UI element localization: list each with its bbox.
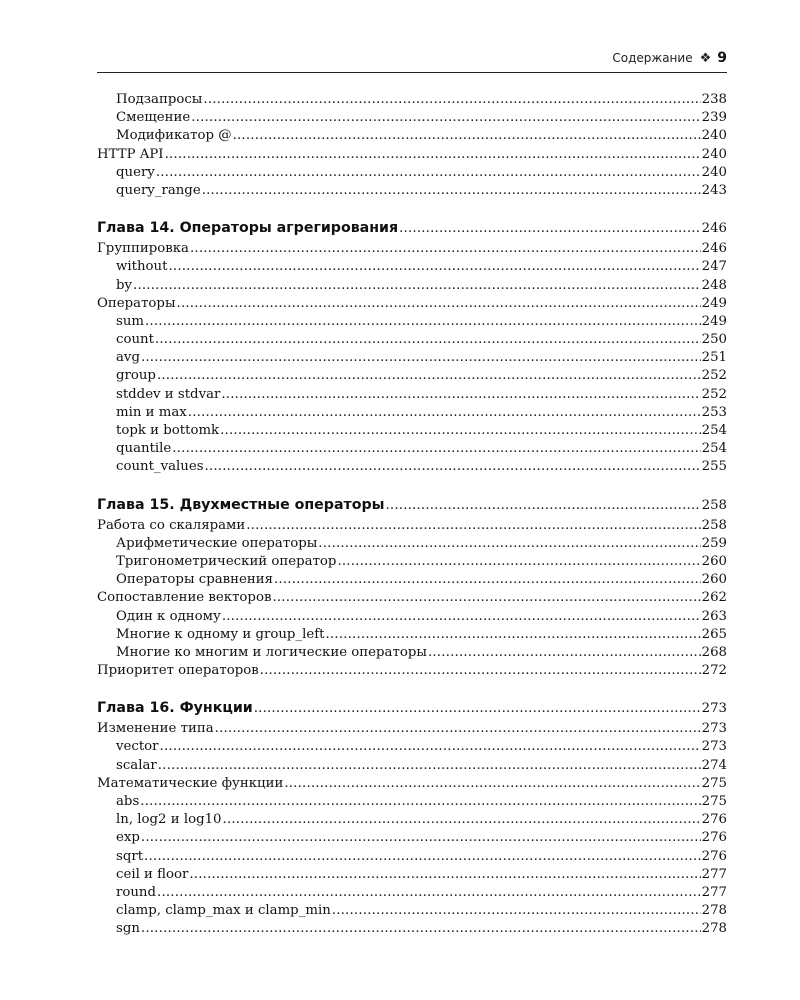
toc-entry-page: 251 [701, 350, 727, 366]
toc-entry-title: ceil и floor [116, 866, 189, 882]
dot-leader [260, 662, 701, 680]
dot-leader [272, 589, 700, 607]
dot-leader [222, 608, 701, 626]
toc-entry-title: Математические функции [97, 775, 284, 791]
dot-leader [189, 866, 700, 884]
toc-entry [97, 829, 727, 847]
dot-leader [399, 219, 701, 239]
toc-entry-title: Глава 15. Двухместные операторы [97, 496, 385, 513]
toc-entry-page: 252 [701, 386, 727, 402]
toc-entry-page: 262 [701, 590, 727, 606]
toc-entry-page: 240 [701, 164, 727, 180]
toc-entry-title: Операторы сравнения [116, 572, 273, 588]
toc-entry [97, 367, 727, 385]
toc-entry-page: 246 [701, 221, 727, 237]
toc-entry-title: avg [116, 350, 140, 366]
toc-entry-page: 263 [701, 608, 727, 624]
toc-entry [97, 608, 727, 626]
toc-entry-title: sgn [116, 921, 140, 937]
toc-entry-page: 250 [701, 332, 727, 348]
toc-entry [97, 258, 727, 276]
toc-entry [97, 458, 727, 476]
dot-leader [156, 164, 701, 182]
dot-leader [144, 848, 701, 866]
toc-entry-title: group [116, 368, 156, 384]
toc-entry-title: min и max [116, 404, 187, 420]
toc-entry [97, 757, 727, 775]
dot-leader [191, 109, 700, 127]
toc-entry-page: 249 [701, 295, 727, 311]
dot-leader [284, 775, 700, 793]
toc-entry-page: 274 [701, 757, 727, 773]
toc-entry-title: Глава 16. Функции [97, 700, 253, 717]
toc-entry-title: count_values [116, 459, 204, 475]
toc-entry-page: 268 [701, 644, 727, 660]
toc-entry-title: sum [116, 313, 144, 329]
dot-leader [220, 422, 701, 440]
dot-leader [155, 331, 701, 349]
toc-entry-page: 265 [701, 626, 727, 642]
toc-entry-page: 246 [701, 241, 727, 257]
toc-entry-title: Приоритет операторов [97, 663, 259, 679]
toc-entry [97, 738, 727, 756]
toc-entry-title: abs [116, 794, 140, 809]
toc-entry-page: 239 [701, 110, 727, 126]
toc-entry [97, 277, 727, 295]
toc-entry-page: 249 [701, 313, 727, 329]
toc-entry-page: 276 [701, 812, 727, 828]
toc-chapter-entry [97, 218, 727, 238]
toc-entry-page: 260 [701, 572, 727, 588]
toc-entry [97, 535, 727, 553]
running-header-content [612, 50, 727, 66]
toc-entry-title: without [116, 259, 168, 275]
toc-entry [97, 146, 727, 164]
toc-entry [97, 182, 727, 200]
toc-entry-title: Смещение [116, 110, 191, 126]
toc-entry-title: Арифметические операторы [116, 535, 318, 551]
toc-entry-page: 248 [701, 277, 727, 293]
dot-leader [223, 811, 701, 829]
dot-leader [145, 313, 701, 331]
toc-entry-page: 278 [701, 921, 727, 937]
toc-entry-page: 277 [701, 884, 727, 900]
toc-entry-page: 254 [701, 441, 727, 457]
toc-entry [97, 866, 727, 884]
toc-entry-page: 275 [701, 794, 727, 809]
toc-entry-page: 252 [701, 368, 727, 384]
toc-entry [97, 775, 727, 793]
toc-entry [97, 164, 727, 182]
dot-leader [246, 517, 700, 535]
toc-entry-page: 273 [701, 721, 727, 737]
toc-entry-page: 276 [701, 848, 727, 864]
toc-entry-title: Модификатор @ [116, 128, 232, 144]
toc-entry-title: Работа со скалярами [97, 517, 246, 533]
dot-leader [254, 699, 701, 719]
toc-entry-page: 260 [701, 553, 727, 569]
toc-entry-title: Многие к одному и group_left [116, 626, 325, 642]
dot-leader [274, 571, 701, 589]
dot-leader [158, 757, 701, 775]
toc-entry-title: round [116, 884, 157, 900]
dot-leader [233, 127, 701, 145]
toc-entry-title: sqrt [116, 848, 144, 864]
ornament-icon: ❖ [699, 51, 712, 66]
toc-entry-title: Один к одному [116, 608, 221, 624]
dot-leader [205, 458, 701, 476]
dot-leader [160, 738, 701, 756]
dot-leader [157, 367, 701, 385]
toc-entry [97, 127, 727, 145]
toc-entry [97, 553, 727, 571]
dot-leader [168, 258, 700, 276]
running-header-title: Содержание [612, 51, 693, 65]
toc-entry [97, 313, 727, 331]
toc-entry [97, 295, 727, 313]
toc-entry-title: Изменение типа [97, 721, 214, 737]
toc-entry [97, 386, 727, 404]
dot-leader [337, 553, 700, 571]
toc-entry-title: by [116, 277, 133, 293]
toc-entry-page: 247 [701, 259, 727, 275]
toc-entry-title: query_range [116, 182, 201, 198]
toc-entry [97, 626, 727, 644]
toc-entry [97, 404, 727, 422]
dot-leader [215, 720, 701, 738]
toc-entry-page: 272 [701, 663, 727, 679]
toc-entry [97, 793, 727, 811]
toc-entry-page: 255 [701, 459, 727, 475]
dot-leader [385, 496, 700, 516]
toc-entry [97, 884, 727, 902]
toc-entry-page: 254 [701, 423, 727, 438]
toc-entry [97, 440, 727, 458]
dot-leader [428, 644, 701, 662]
dot-leader [141, 829, 701, 847]
dot-leader [202, 182, 701, 200]
toc-entry [97, 331, 727, 349]
toc-entry-page: 238 [701, 92, 727, 107]
toc-entry-page: 276 [701, 830, 727, 846]
running-header [97, 48, 727, 73]
dot-leader [221, 386, 700, 404]
toc-entry [97, 902, 727, 920]
dot-leader [332, 902, 701, 920]
toc-entry-title: Глава 14. Операторы агрегирования [97, 220, 399, 237]
dot-leader [165, 146, 701, 164]
toc-entry-page: 258 [701, 517, 727, 533]
toc-chapter-entry [97, 495, 727, 515]
toc-entry-title: HTTP API [97, 146, 164, 162]
toc-entry [97, 811, 727, 829]
dot-leader [188, 404, 701, 422]
toc-entry [97, 240, 727, 258]
dot-leader [172, 440, 700, 458]
toc-entry-title: quantile [116, 441, 172, 457]
page-number: 9 [717, 50, 727, 66]
dot-leader [318, 535, 700, 553]
toc-entry-page: 258 [701, 497, 727, 513]
dot-leader [141, 349, 701, 367]
toc-entry-page: 277 [701, 866, 727, 882]
toc-entry-page: 240 [701, 128, 727, 144]
toc-entry-page: 278 [701, 903, 727, 919]
toc-entry-page: 253 [701, 404, 727, 420]
dot-leader [177, 295, 701, 313]
toc-entry-page: 259 [701, 535, 727, 551]
toc-entry-title: query [116, 164, 155, 180]
toc-entry-title: count [116, 332, 154, 348]
toc-entry-title: clamp, clamp_max и clamp_min [116, 903, 331, 919]
toc-entry-title: Группировка [97, 241, 189, 257]
dot-leader [157, 884, 701, 902]
toc-entry [97, 422, 727, 440]
dot-leader [140, 793, 700, 811]
toc-entry [97, 920, 727, 938]
toc-entry-title: scalar [116, 757, 157, 773]
toc-entry-page: 273 [701, 701, 727, 717]
toc-entry [97, 349, 727, 367]
toc-entry-title: vector [116, 739, 159, 755]
toc-entry-page: 243 [701, 182, 727, 198]
toc-entry-page: 275 [701, 775, 727, 791]
toc-entry [97, 91, 727, 109]
toc-entry [97, 109, 727, 127]
dot-leader [325, 626, 700, 644]
dot-leader [203, 91, 700, 109]
toc-entry-title: Тригонометрический оператор [116, 553, 337, 569]
dot-leader [133, 277, 701, 295]
toc-entry [97, 589, 727, 607]
toc-entry-title: topk и bottomk [116, 423, 220, 438]
toc-entry-title: ln, log2 и log10 [116, 812, 222, 828]
toc-entry [97, 644, 727, 662]
toc-entry [97, 662, 727, 680]
toc-chapter-entry [97, 698, 727, 718]
dot-leader [141, 920, 701, 938]
toc-entry-title: Многие ко многим и логические операторы [116, 644, 427, 660]
toc-entry [97, 571, 727, 589]
toc-entry-page: 273 [701, 739, 727, 755]
table-of-contents [97, 91, 727, 939]
toc-entry-title: Операторы [97, 295, 176, 311]
toc-entry-title: Подзапросы [116, 92, 203, 107]
toc-entry [97, 720, 727, 738]
toc-entry-page: 240 [701, 146, 727, 162]
toc-entry-title: exp [116, 830, 140, 846]
toc-entry [97, 517, 727, 535]
toc-entry-title: stddev и stdvar [116, 386, 221, 402]
dot-leader [190, 240, 701, 258]
toc-entry-title: Сопоставление векторов [97, 590, 272, 606]
toc-entry [97, 848, 727, 866]
